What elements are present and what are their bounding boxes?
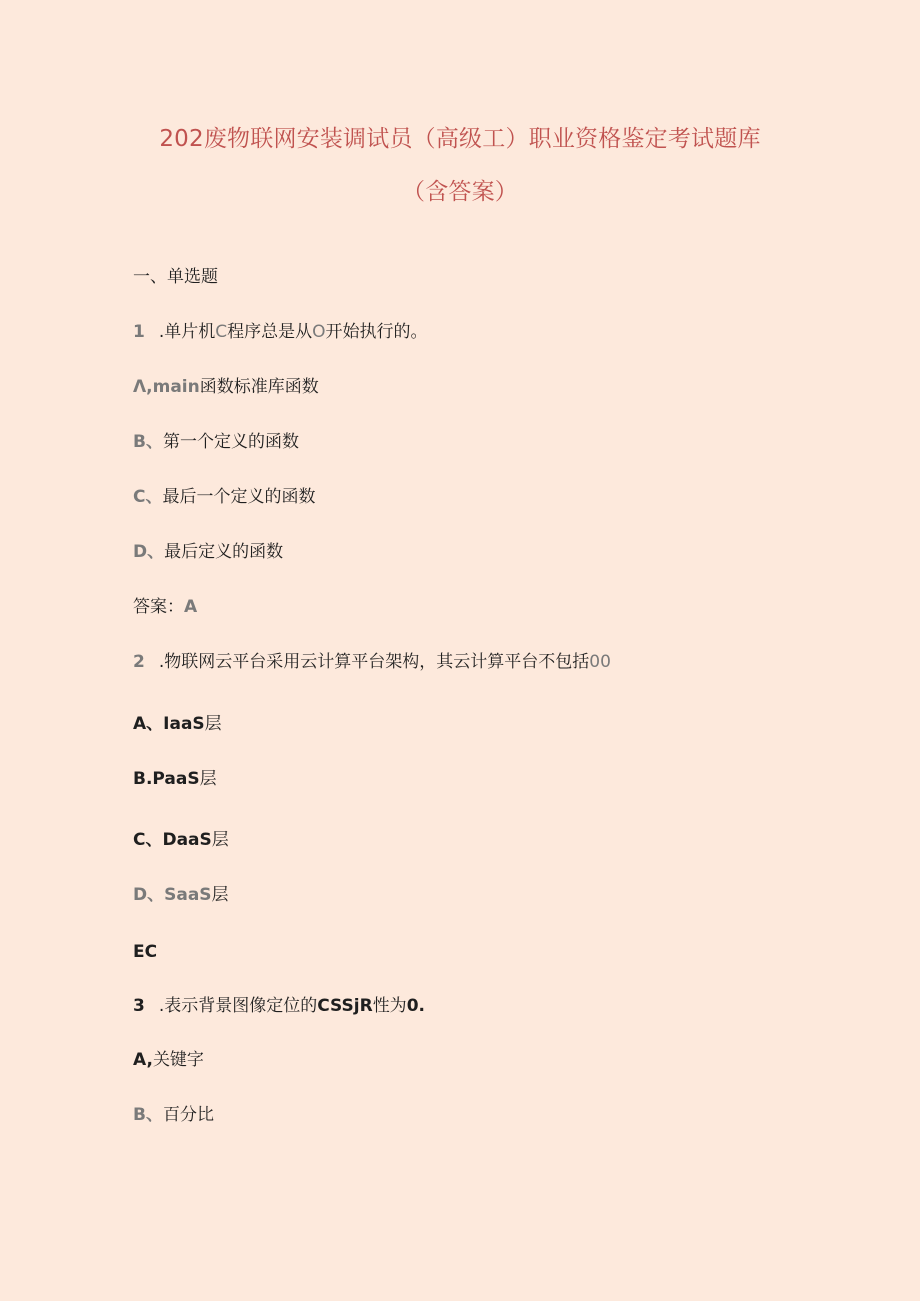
option-prefix: C、	[133, 487, 163, 507]
question-2-option-a	[133, 713, 222, 735]
answer-label: 答案：	[133, 597, 184, 617]
question-1-answer	[133, 596, 197, 618]
question-text: 性为	[372, 996, 407, 1016]
question-text: .物联网云平台采用云计算平台架构，其云计算平台不包括	[158, 652, 590, 672]
question-text: 开始执行的。	[325, 322, 428, 342]
option-text: 第一个定义的函数	[162, 432, 299, 452]
option-text: 层	[199, 769, 217, 789]
document-title-line-1: 202废物联网安装调试员（高级工）职业资格鉴定考试题库	[159, 126, 761, 152]
question-3-option-a	[133, 1049, 204, 1071]
option-prefix: C、DaaS	[133, 830, 212, 850]
option-prefix: B.PaaS	[133, 769, 200, 789]
option-text: 层	[211, 830, 229, 850]
option-text: 层	[204, 714, 222, 734]
question-number: 2	[133, 652, 145, 672]
section-heading: 一、单选题	[133, 267, 218, 287]
question-text: 00	[589, 652, 611, 672]
question-text: CSSjR	[317, 996, 373, 1016]
option-text: 最后定义的函数	[164, 542, 284, 562]
option-prefix: D、	[133, 542, 165, 562]
question-number: 1	[133, 322, 145, 342]
question-1-stem	[133, 321, 428, 343]
option-text: 最后一个定义的函数	[162, 487, 316, 507]
question-1-option-b	[133, 431, 299, 453]
question-2-option-c	[133, 829, 229, 851]
question-text: .表示背景图像定位的	[158, 996, 318, 1016]
question-2-option-d	[133, 884, 229, 906]
option-text: 层	[211, 885, 229, 905]
option-prefix: D、SaaS	[133, 885, 212, 905]
question-text: O	[312, 322, 326, 342]
question-text: 程序总是从	[227, 322, 313, 342]
option-text: 函数标准库函数	[199, 377, 319, 397]
option-prefix: A、IaaS	[133, 714, 205, 734]
question-text: 0.	[406, 996, 425, 1016]
question-2-option-b	[133, 768, 217, 790]
option-text: 关键字	[152, 1050, 204, 1070]
question-2-answer: EC	[133, 942, 158, 962]
option-prefix: Λ,main	[133, 377, 200, 397]
question-2-stem	[133, 651, 611, 673]
question-text: C	[215, 322, 228, 342]
question-1-option-c	[133, 486, 315, 508]
question-3-option-b	[133, 1104, 214, 1126]
option-text: 百分比	[162, 1105, 214, 1125]
option-prefix: B、	[133, 1105, 163, 1125]
question-1-option-a	[133, 376, 319, 398]
answer-value: A	[184, 597, 198, 617]
question-text: .单片机	[158, 322, 216, 342]
document-title-line-2: （含答案）	[402, 179, 518, 205]
option-prefix: A,	[133, 1050, 153, 1070]
question-1-option-d	[133, 541, 283, 563]
option-prefix: B、	[133, 432, 163, 452]
question-number: 3	[133, 996, 145, 1016]
question-3-stem	[133, 995, 425, 1017]
